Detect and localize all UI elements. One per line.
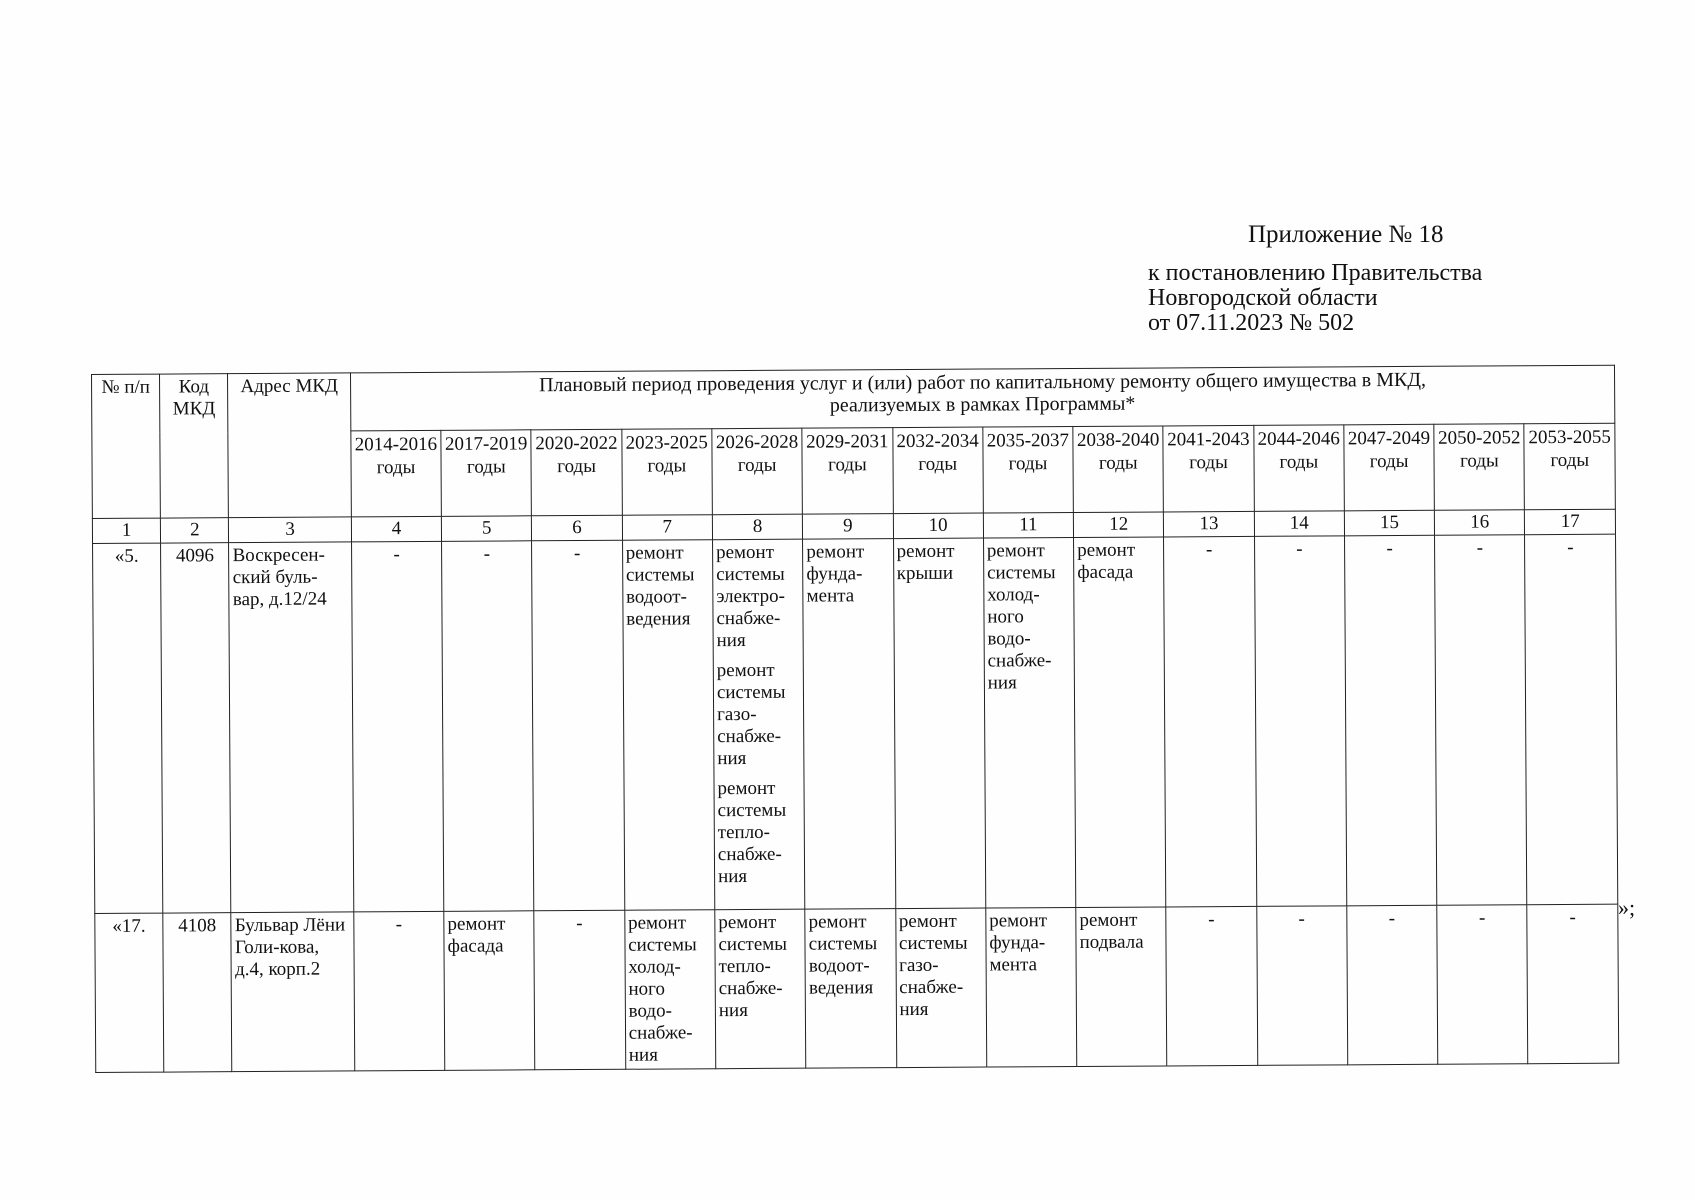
header-period	[441, 430, 532, 517]
repair-schedule-table	[91, 365, 1619, 1073]
empty-dash: -	[1205, 539, 1213, 561]
period-cell	[1166, 906, 1257, 1066]
period-years: 2050-2052	[1438, 427, 1521, 449]
period-cell	[532, 540, 625, 911]
building-code: 4096	[161, 543, 231, 913]
period-cell	[1435, 535, 1528, 906]
period-years: 2017-2019	[444, 433, 528, 455]
empty-dash: -	[576, 913, 583, 935]
appendix-header	[1148, 222, 1482, 336]
column-number: 15	[1344, 510, 1434, 536]
period-cell	[983, 538, 1076, 909]
period-cell	[1527, 904, 1618, 1064]
work-item: ремонт системы водоот-ведения	[625, 542, 695, 630]
period-cell	[1437, 905, 1528, 1065]
period-cell	[1164, 536, 1257, 907]
column-number: 12	[1073, 512, 1163, 538]
row-number: «17.	[95, 913, 164, 1072]
appendix-title: Приложение № 18	[1248, 221, 1444, 248]
period-unit: годы	[1459, 450, 1499, 472]
column-number: 1	[92, 518, 160, 543]
period-cell	[534, 910, 625, 1070]
period-years: 2023-2025	[625, 432, 708, 454]
header-code: Код МКД	[160, 374, 229, 518]
header-period-group	[350, 365, 1615, 431]
work-item: ремонт системы газо-снабже-ния	[898, 910, 968, 1021]
column-number: 16	[1435, 510, 1525, 536]
period-cell	[895, 908, 986, 1068]
header-period	[802, 428, 893, 515]
period-unit: годы	[1279, 451, 1319, 473]
work-item: ремонт фунда-мента	[989, 910, 1048, 976]
empty-dash: -	[393, 544, 400, 566]
header-period	[1344, 424, 1435, 511]
column-number: 10	[893, 513, 983, 539]
period-cell	[622, 540, 715, 911]
period-years: 2047-2049	[1347, 427, 1431, 450]
period-years: 2026-2028	[715, 431, 799, 454]
work-item: ремонт системы холод-ного водо-снабже-ния	[986, 540, 1056, 694]
table-row	[93, 534, 1618, 913]
period-cell	[442, 541, 535, 912]
empty-dash: -	[1567, 536, 1574, 558]
header-period-group-line: Плановый период проведения услуг и (или) работ по капитальному ремонту общего имущества в МКД,	[538, 368, 1427, 397]
period-cell	[1076, 907, 1167, 1067]
work-item: ремонт подвала	[1079, 909, 1144, 953]
period-cell	[712, 539, 805, 910]
empty-dash: -	[1476, 537, 1484, 559]
work-item: ремонт фасада	[1077, 539, 1136, 583]
column-number: 6	[532, 515, 622, 541]
period-unit: годы	[376, 457, 416, 479]
period-years: 2014-2016	[354, 433, 438, 456]
period-years: 2038-2040	[1076, 429, 1160, 451]
header-period	[1253, 425, 1344, 512]
work-item: ремонт системы электро-снабже-ния	[715, 541, 785, 652]
period-unit: годы	[1098, 452, 1138, 474]
period-years: 2041-2043	[1167, 428, 1250, 451]
period-unit: годы	[1550, 449, 1590, 472]
column-number: 7	[622, 515, 712, 541]
period-years: 2029-2031	[806, 431, 889, 453]
empty-dash: -	[483, 543, 491, 565]
building-code: 4108	[163, 913, 232, 1072]
header-address: Адрес МКД	[228, 373, 351, 518]
row-number: «5.	[93, 543, 163, 913]
period-years: 2020-2022	[535, 432, 618, 455]
work-item: ремонт системы газо-снабже-ния	[716, 659, 786, 770]
period-unit: годы	[466, 456, 506, 478]
header-period	[531, 429, 622, 516]
period-years: 2044-2046	[1257, 428, 1340, 450]
header-period	[1524, 423, 1615, 510]
empty-dash: -	[1208, 909, 1215, 931]
period-years: 2035-2037	[986, 430, 1070, 452]
period-cell	[1347, 905, 1438, 1065]
period-cell	[1525, 534, 1618, 905]
empty-dash: -	[1386, 538, 1393, 560]
table-row	[95, 904, 1619, 1072]
work-item: ремонт фунда-мента	[806, 541, 865, 607]
column-number: 4	[351, 516, 441, 542]
column-number: 5	[441, 516, 531, 542]
period-cell	[715, 909, 806, 1069]
column-number: 17	[1525, 509, 1616, 535]
period-cell	[354, 911, 445, 1071]
empty-dash: -	[1478, 907, 1486, 929]
period-unit: годы	[737, 454, 777, 477]
column-number: 14	[1254, 511, 1344, 537]
period-cell	[986, 907, 1077, 1067]
header-period	[712, 428, 803, 515]
period-unit: годы	[647, 455, 687, 477]
header-period	[1434, 424, 1525, 511]
period-cell	[1074, 537, 1167, 908]
header-period	[622, 429, 713, 516]
header-period	[1163, 425, 1254, 512]
empty-dash: -	[1298, 908, 1305, 930]
column-number: 9	[803, 514, 893, 540]
period-unit: годы	[1369, 450, 1409, 473]
period-years: 2032-2034	[896, 430, 979, 453]
empty-dash: -	[395, 914, 403, 936]
column-number: 2	[161, 518, 229, 543]
header-period	[892, 427, 983, 514]
work-item: ремонт системы тепло-снабже-ния	[717, 777, 787, 888]
header-num: № п/п	[92, 374, 161, 518]
period-cell	[803, 539, 896, 910]
period-cell	[893, 538, 986, 909]
period-cell	[444, 911, 535, 1071]
building-address: Бульвар Лёни Голи-кова, д.4, корп.2	[231, 912, 354, 1072]
header-period	[983, 427, 1074, 514]
work-item: ремонт крыши	[896, 540, 955, 585]
empty-dash: -	[1388, 908, 1396, 930]
work-item: ремонт системы холод-ного водо-снабже-ния	[627, 912, 697, 1066]
period-cell	[1254, 536, 1347, 907]
column-number: 11	[983, 513, 1073, 539]
period-cell	[624, 910, 715, 1070]
header-period	[1073, 426, 1164, 513]
closing-mark: »;	[1618, 895, 1636, 920]
period-unit: годы	[1189, 452, 1228, 474]
column-number: 8	[712, 514, 802, 540]
period-unit: годы	[828, 454, 867, 476]
work-item: ремонт системы тепло-снабже-ния	[718, 911, 788, 1022]
column-number: 3	[229, 517, 352, 543]
empty-dash: -	[1296, 538, 1303, 560]
period-unit: годы	[557, 455, 597, 478]
empty-dash: -	[573, 543, 581, 565]
header-period	[351, 430, 442, 517]
empty-dash: -	[1569, 906, 1576, 928]
period-cell	[351, 541, 444, 912]
column-number: 13	[1164, 511, 1254, 537]
period-unit: годы	[1008, 453, 1048, 475]
period-cell	[1344, 535, 1437, 906]
period-cell	[1256, 906, 1347, 1066]
building-address: Воскресен-ский буль-вар, д.12/24	[229, 542, 354, 913]
appendix-line: к постановлению Правительства	[1148, 260, 1483, 286]
period-unit: годы	[918, 453, 958, 475]
work-item: ремонт системы водоот-ведения	[808, 911, 878, 999]
work-item: ремонт фасада	[447, 913, 506, 957]
period-years: 2053-2055	[1528, 426, 1611, 449]
appendix-line: Новгородской области	[1148, 285, 1378, 311]
period-cell	[805, 909, 896, 1069]
appendix-line: от 07.11.2023 № 502	[1148, 310, 1355, 336]
header-period-group-line: реализуемых в рамках Программы*	[829, 392, 1136, 417]
